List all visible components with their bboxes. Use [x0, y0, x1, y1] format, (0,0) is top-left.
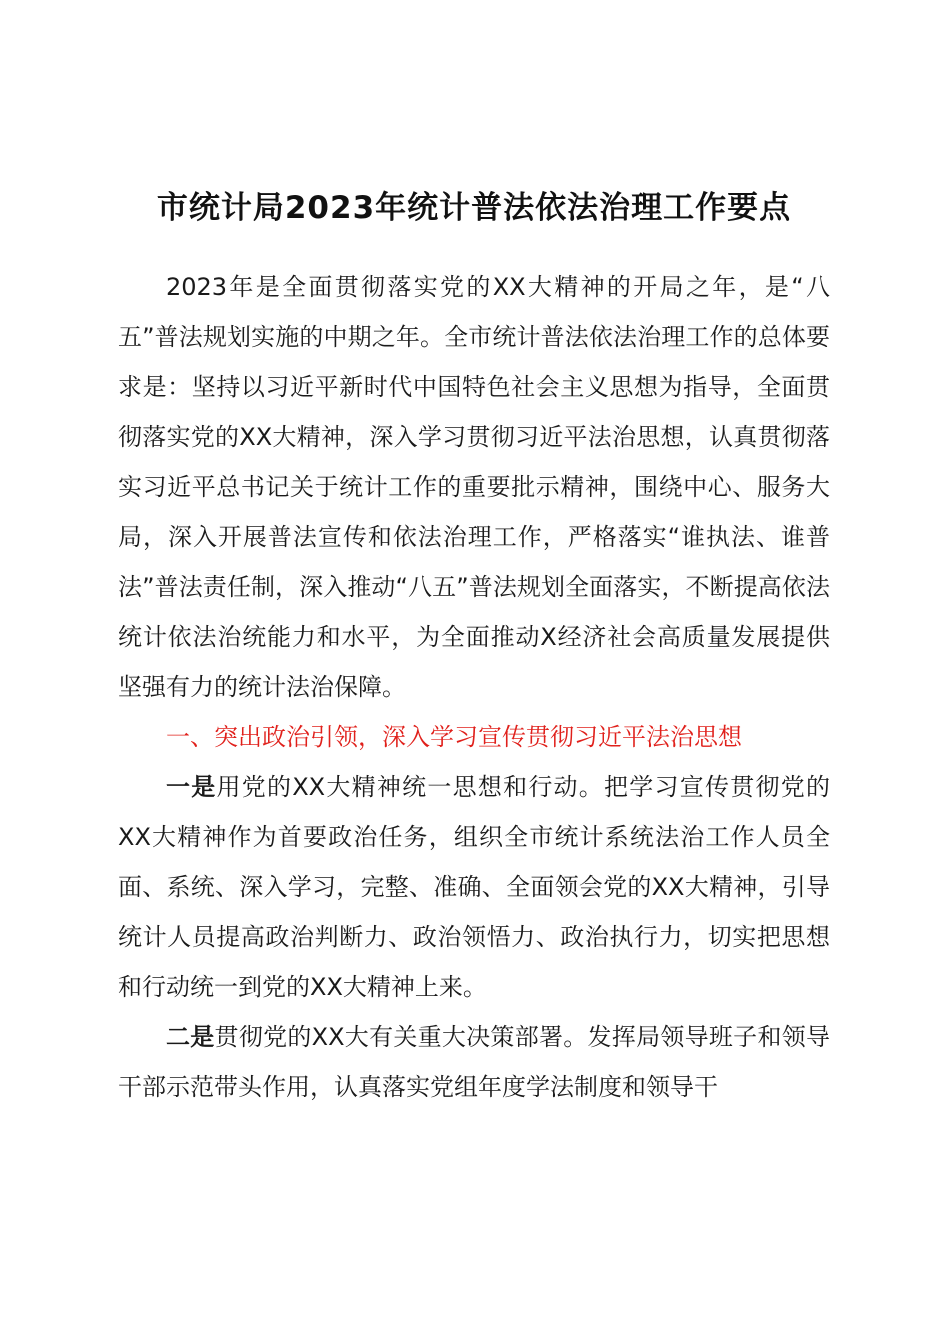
item-lead-1: 一是	[166, 773, 217, 801]
item-paragraph-2	[118, 1012, 830, 1112]
item-paragraph-1	[118, 762, 830, 1012]
intro-paragraph: 2023年是全面贯彻落实党的XX大精神的开局之年，是“八五”普法规划实施的中期之年。全市统计普法依法治理工作的总体要求是：坚持以习近平新时代中国特色社会主义思想为指导，全面贯彻落实党的XX大精神，深入学习贯彻习近平法治思想，认真贯彻落实习近平总书记关于统计工作的重要批示精神，围绕中心、服务大局，深入开展普法宣传和依法治理工作，严格落实“谁执法、谁普法”普法责任制，深入推动“八五”普法规划全面落实，不断提高依法统计依法治统能力和水平，为全面推动X经济社会高质量发展提供坚强有力的统计法治保障。	[118, 273, 830, 701]
item-text-2: 贯彻党的XX大有关重大决策部署。发挥局领导班子和领导干部示范带头作用，认真落实党组年度学法制度和领导干	[118, 1023, 830, 1101]
section-heading-1: 一、突出政治引领，深入学习宣传贯彻习近平法治思想	[166, 723, 742, 751]
item-lead-2: 二是	[166, 1023, 215, 1051]
document-page	[118, 178, 830, 1112]
item-text-1: 用党的XX大精神统一思想和行动。把学习宣传贯彻党的XX大精神作为首要政治任务，组织全市统计系统法治工作人员全面、系统、深入学习，完整、准确、全面领会党的XX大精神，引导统计人员提高政治判断力、政治领悟力、政治执行力，切实把思想和行动统一到党的XX大精神上来。	[118, 773, 831, 1001]
document-title: 市统计局2023年统计普法依法治理工作要点	[156, 190, 792, 226]
